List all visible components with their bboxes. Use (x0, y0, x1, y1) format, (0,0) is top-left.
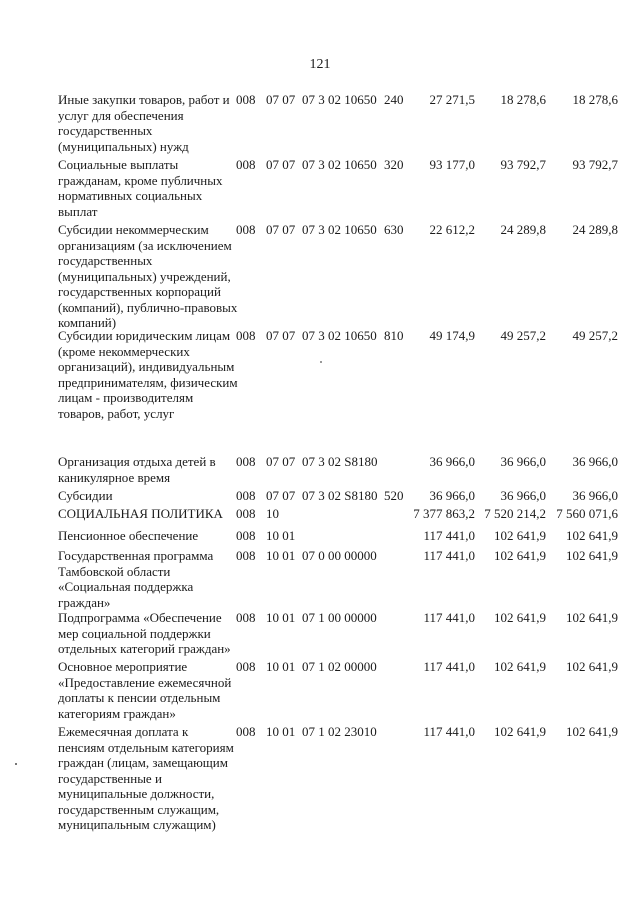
amount-year-2: 102 641,9 (494, 528, 546, 543)
amount-year-2: 102 641,9 (494, 610, 546, 625)
amount-year-2: 24 289,8 (500, 222, 546, 237)
section-code: 10 01 (266, 528, 296, 543)
amount-year-1: 117 441,0 (423, 610, 475, 625)
expense-type-code: 630 (384, 222, 404, 237)
section-code: 07 07 (266, 454, 296, 469)
amount-year-3: 36 966,0 (572, 488, 618, 503)
ministry-code: 008 (236, 548, 256, 563)
amount-year-1: 117 441,0 (423, 528, 475, 543)
ministry-code: 008 (236, 610, 256, 625)
amount-year-1: 93 177,0 (429, 157, 475, 172)
target-article-code: 07 3 02 10650 (302, 328, 377, 343)
section-code: 07 07 (266, 328, 296, 343)
expense-type-code: 320 (384, 157, 404, 172)
ministry-code: 008 (236, 222, 256, 237)
row-name: Ежемесячная доплата к пенсиям отдельным категориям граждан (лицам, замещающим государственные и муниципальные должности, государственным служащим, муниципальным служащим) (58, 724, 234, 832)
target-article-code: 07 3 02 10650 (302, 92, 377, 107)
target-article-code: 07 1 00 00000 (302, 610, 377, 625)
page-number: 121 (309, 57, 331, 72)
row-name: Основное мероприятие «Предоставление ежемесячной доплаты к пенсии отдельным категориям граждан» (58, 659, 232, 721)
section-code: 10 01 (266, 724, 296, 739)
amount-year-3: 24 289,8 (572, 222, 618, 237)
section-code: 07 07 (266, 488, 296, 503)
amount-year-1: 117 441,0 (423, 659, 475, 674)
target-article-code: 07 1 02 00000 (302, 659, 377, 674)
target-article-code: 07 3 02 10650 (302, 222, 377, 237)
margin-speck (15, 763, 17, 765)
amount-year-2: 102 641,9 (494, 659, 546, 674)
section-code: 07 07 (266, 157, 296, 172)
expense-type-code: 240 (384, 92, 404, 107)
amount-year-2: 18 278,6 (500, 92, 546, 107)
ministry-code: 008 (236, 724, 256, 739)
ministry-code: 008 (236, 328, 256, 343)
amount-year-1: 7 377 863,2 (413, 506, 475, 521)
target-article-code: 07 0 00 00000 (302, 548, 377, 563)
ministry-code: 008 (236, 454, 256, 469)
amount-year-2: 102 641,9 (494, 724, 546, 739)
target-article-code: 07 3 02 10650 (302, 157, 377, 172)
expense-type-code: 810 (384, 328, 404, 343)
ministry-code: 008 (236, 659, 256, 674)
amount-year-1: 36 966,0 (429, 488, 475, 503)
amount-year-3: 102 641,9 (566, 548, 618, 563)
amount-year-1: 27 271,5 (429, 92, 475, 107)
row-name: Субсидии некоммерческим организациям (за исключением государственных (муниципальных) учреждений, государственных корпораций (компаний), публично-правовых компаний) (58, 222, 238, 330)
amount-year-1: 36 966,0 (429, 454, 475, 469)
row-name: Социальные выплаты гражданам, кроме публичных нормативных социальных выплат (58, 157, 223, 219)
target-article-code: 07 3 02 S8180 (302, 454, 378, 469)
row-name: Субсидии (58, 488, 113, 503)
amount-year-2: 36 966,0 (500, 488, 546, 503)
amount-year-2: 93 792,7 (500, 157, 546, 172)
ministry-code: 008 (236, 506, 256, 521)
amount-year-3: 18 278,6 (572, 92, 618, 107)
amount-year-2: 49 257,2 (500, 328, 546, 343)
amount-year-2: 102 641,9 (494, 548, 546, 563)
amount-year-3: 102 641,9 (566, 610, 618, 625)
ministry-code: 008 (236, 488, 256, 503)
amount-year-3: 102 641,9 (566, 724, 618, 739)
section-code: 07 07 (266, 222, 296, 237)
row-name: Подпрограмма «Обеспечение мер социальной поддержки отдельных категорий граждан» (58, 610, 231, 656)
amount-year-3: 93 792,7 (572, 157, 618, 172)
section-code: 10 01 (266, 610, 296, 625)
amount-year-3: 102 641,9 (566, 528, 618, 543)
row-name: Иные закупки товаров, работ и услуг для обеспечения государственных (муниципальных) нужд (58, 92, 230, 154)
target-article-code: 07 3 02 S8180 (302, 488, 378, 503)
section-code: 10 01 (266, 548, 296, 563)
row-name: СОЦИАЛЬНАЯ ПОЛИТИКА (58, 506, 223, 521)
amount-year-1: 117 441,0 (423, 548, 475, 563)
amount-year-1: 49 174,9 (429, 328, 475, 343)
section-code: 10 01 (266, 659, 296, 674)
row-name: Субсидии юридическим лицам (кроме некоммерческих организаций), индивидуальным предпринимателям, физическим лицам - производителям товаров, работ, услуг (58, 328, 238, 421)
row-name: Государственная программа Тамбовской области «Социальная поддержка граждан» (58, 548, 214, 610)
amount-year-2: 7 520 214,2 (484, 506, 546, 521)
scan-speck (320, 361, 322, 363)
expense-type-code: 520 (384, 488, 404, 503)
amount-year-3: 36 966,0 (572, 454, 618, 469)
ministry-code: 008 (236, 528, 256, 543)
amount-year-1: 117 441,0 (423, 724, 475, 739)
row-name: Пенсионное обеспечение (58, 528, 199, 543)
row-name: Организация отдыха детей в каникулярное время (58, 454, 216, 485)
amount-year-3: 102 641,9 (566, 659, 618, 674)
ministry-code: 008 (236, 157, 256, 172)
amount-year-1: 22 612,2 (429, 222, 475, 237)
section-code: 07 07 (266, 92, 296, 107)
amount-year-3: 49 257,2 (572, 328, 618, 343)
amount-year-2: 36 966,0 (500, 454, 546, 469)
amount-year-3: 7 560 071,6 (556, 506, 618, 521)
ministry-code: 008 (236, 92, 256, 107)
target-article-code: 07 1 02 23010 (302, 724, 377, 739)
section-code: 10 (266, 506, 279, 521)
